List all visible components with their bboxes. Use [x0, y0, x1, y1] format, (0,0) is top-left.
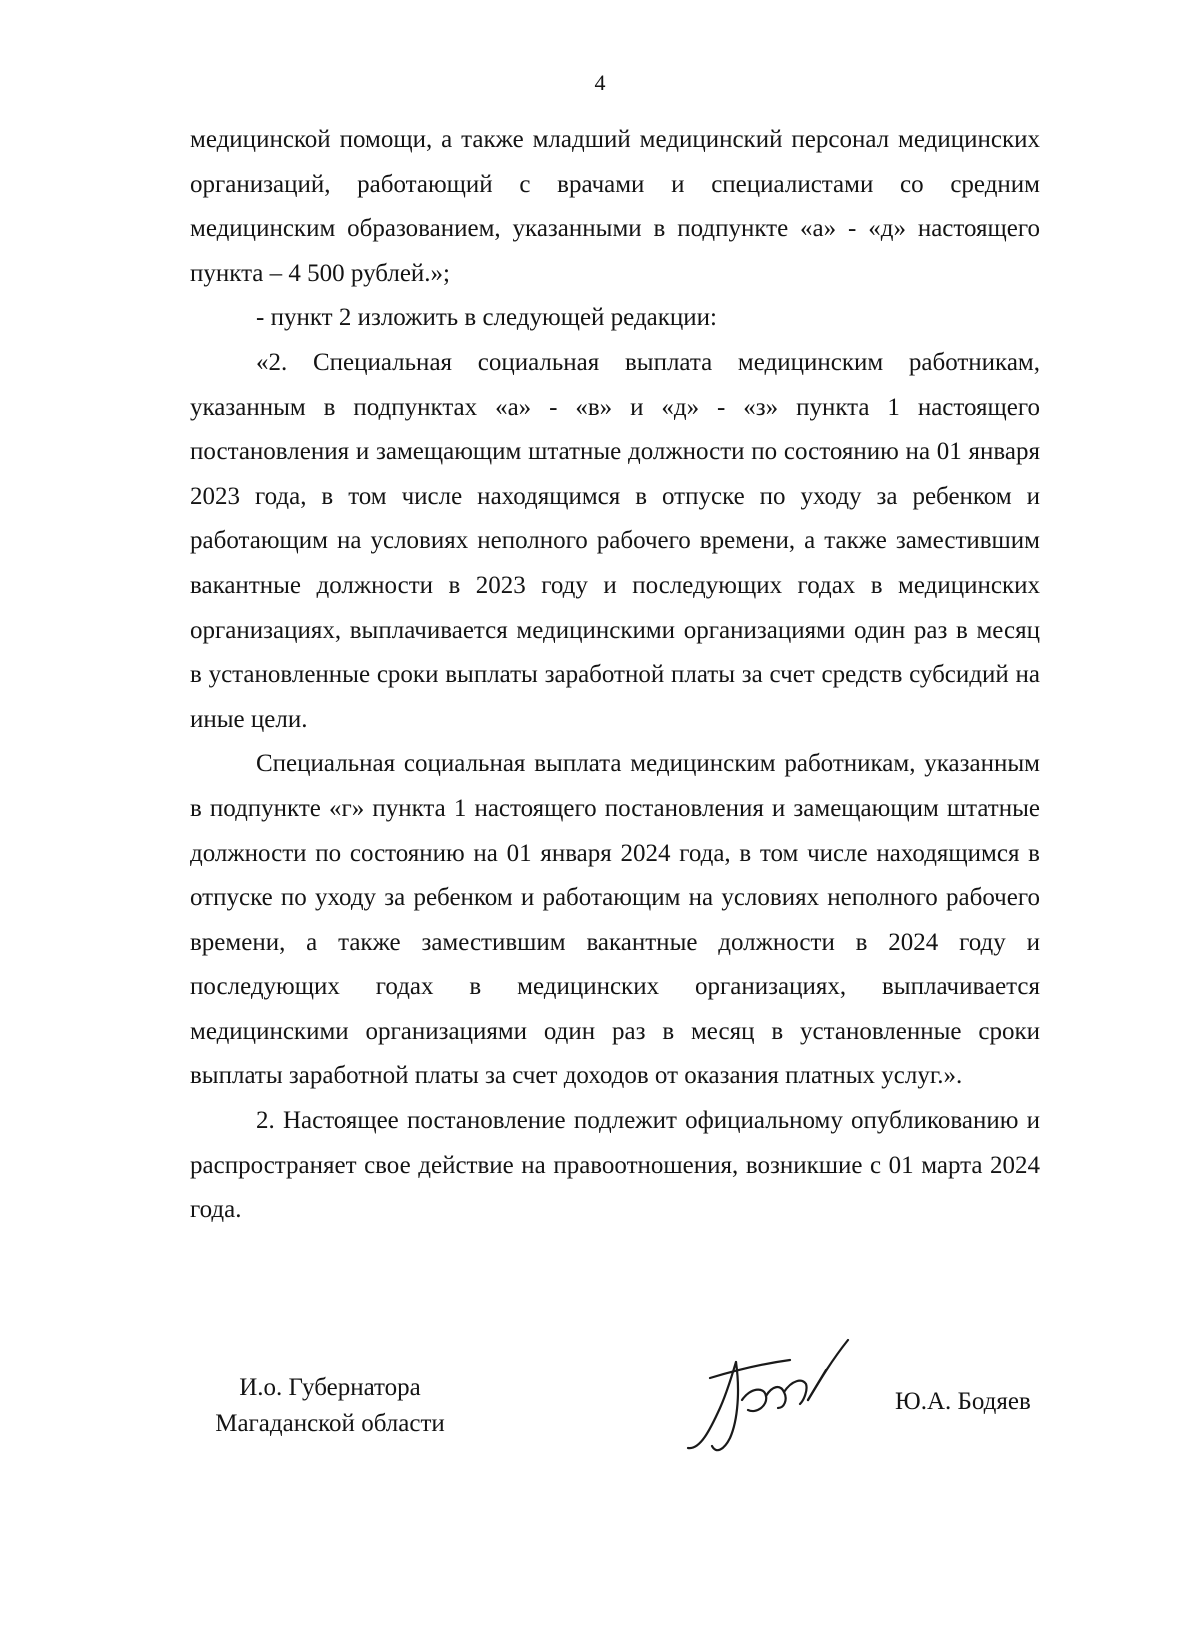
signatory-title-line-2: Магаданской области [215, 1410, 445, 1437]
page-number: 4 [594, 70, 606, 95]
paragraph-clause-2: «2. Специальная социальная выплата медицинским работникам, указанным в подпунктах «а» - «в» и «д» - «з» пункта 1 настоящего постановления и замещающим штатные должности по состоянию на 01 января 2023 года, в том числе находящимся в отпуске по уходу за ребенком и работающим на условиях неполного рабочего времени, а также заместившим вакантные должности в 2023 году и последующих годах в медицинских организациях, выплачивается медицинскими организациями один раз в месяц в установленные сроки выплаты заработной платы за счет средств субсидий на иные цели. [190, 348, 1040, 733]
signatory-title-line-1: И.о. Губернатора [239, 1374, 421, 1401]
document-body [190, 118, 1040, 1233]
paragraph-amendment-intro: - пункт 2 изложить в следующей редакции: [256, 304, 717, 332]
paragraph-clause-2-second: Специальная социальная выплата медицинским работникам, указанным в подпункте «г» пункта 1 настоящего постановления и замещающим штатные должности по состоянию на 01 января 2024 года, в том числе находящимся в отпуске по уходу за ребенком и работающим на условиях неполного рабочего времени, а также заместившим вакантные должности в 2024 году и последующих годах в медицинских организациях, выплачивается медицинскими организациями один раз в месяц в установленные сроки выплаты заработной платы за счет доходов от оказания платных услуг.». [190, 750, 1040, 1090]
signatory-name: Ю.А. Бодяев [895, 1388, 1031, 1415]
handwritten-signature [680, 1330, 870, 1470]
paragraph-final-provision: 2. Настоящее постановление подлежит официальному опубликованию и распространяет свое действие на правоотношения, возникшие с 01 марта 2024 года. [190, 1107, 1040, 1224]
signatory-title [200, 1370, 460, 1442]
paragraph-continuation: медицинской помощи, а также младший медицинский персонал медицинских организаций, работающий с врачами и специалистами со средним медицинским образованием, указанными в подпункте «а» - «д» настоящего пункта – 4 500 рублей.»; [190, 126, 1040, 287]
